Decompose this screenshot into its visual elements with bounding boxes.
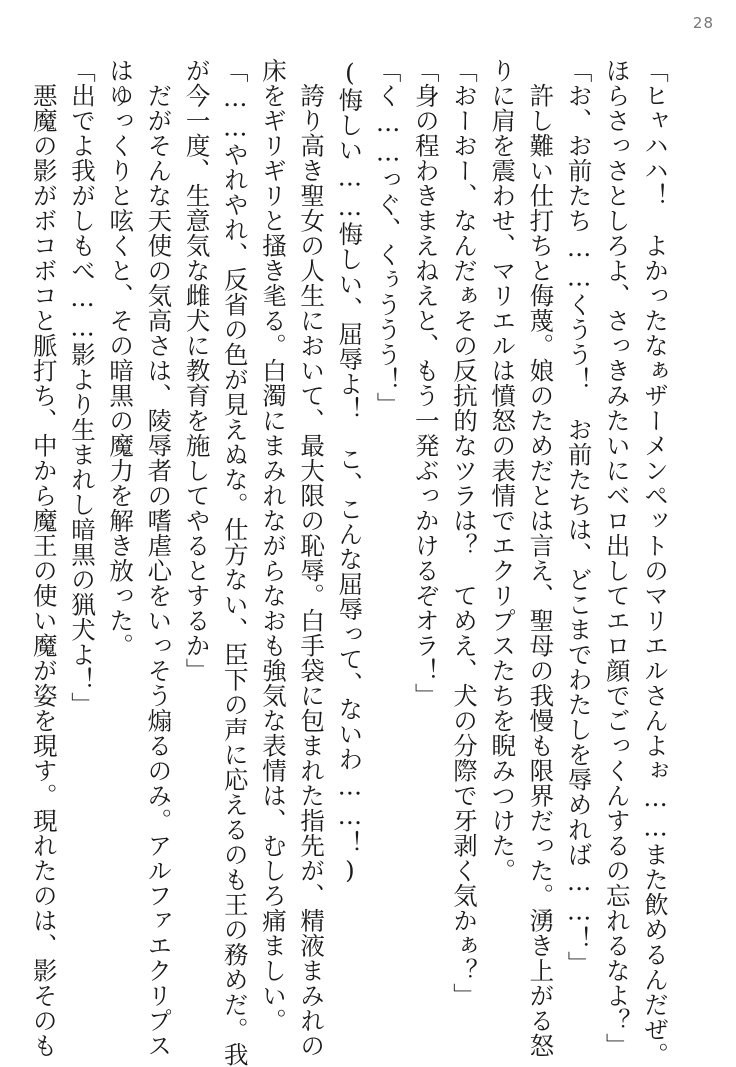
text-line: 「く……っぐ、くぅううう！」 [373,58,403,417]
text-line: ほらさっさとしろよ、さっきみたいにベロ出してエロ顔でごっくんするの忘れるなよ？」 [602,58,632,1058]
page-number: 28 [692,14,714,32]
text-line: 「おーおー、なんだぁその反抗的なツラは？ てめえ、犬の分際で牙剥く気かぁ？」 [449,58,479,1008]
text-line: 「……やれやれ、反省の色が見えぬな。仕方ない、臣下の声に応えるのも王の務めだ。我 [220,58,250,1067]
text-line: 許し難い仕打ちと侮蔑。娘のためだとは言え、聖母の我慢も限界だった。湧き上がる怒 [526,58,556,1058]
text-line: 「出でよ我がしもべ……影より生まれし暗黒の猟犬よ！」 [67,58,97,717]
text-line: だがそんな天使の気高さは、陵辱者の嗜虐心をいっそう煽るのみ。アルファエクリプス [144,58,174,1058]
text-line: 床をギリギリと搔き毟る。白濁にまみれながらなおも強気な表情は、むしろ痛ましい。 [258,58,288,1033]
text-line: りに肩を震わせ、マリエルは憤怒の表情でエクリプスたちを睨みつけた。 [488,58,518,883]
text-line: が今一度、生意気な雌犬に教育を施してやるとするか」 [182,58,212,683]
text-line: 「身の程わきまえねえと、もう一発ぶっかけるぞオラ！」 [411,58,441,708]
text-line: はゆっくりと呟くと、その暗黒の魔力を解き放った。 [106,58,136,658]
text-line: 「お、お前たち……くうう！ お前たちは、どこまでわたしを辱めれば……！」 [564,58,594,976]
text-line: 「ヒャハハ！ よかったなぁザーメンペットのマリエルさんよぉ……また飲めるんだぜ。 [641,58,670,1067]
text-line: (悔しい……悔しい、屈辱よ！ こ、こんな屈辱って、ないわ……！) [335,58,365,885]
body-text [25,58,674,1067]
text-line: 悪魔の影がボコボコと脈打ち、中から魔王の使い魔が姿を現す。現れたのは、影そのも [29,58,59,1058]
text-line: 誇り高き聖女の人生において、最大限の恥辱。白手袋に包まれた指先が、精液まみれの [297,58,327,1058]
